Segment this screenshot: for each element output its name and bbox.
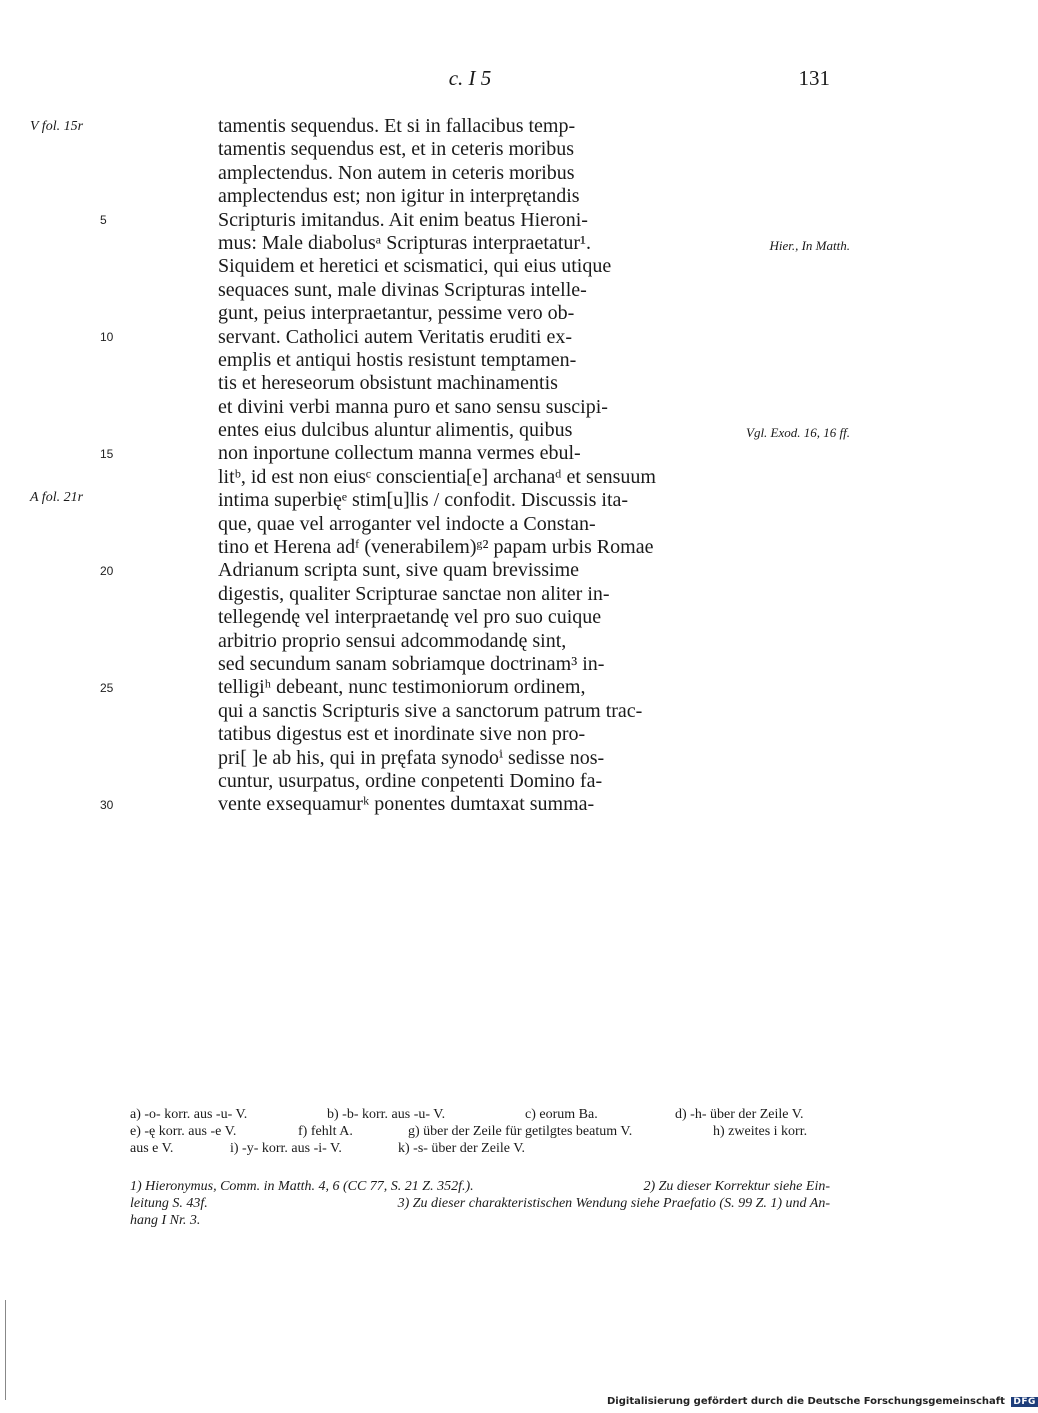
text-line: pri[ ]e ab his, qui in pręfata synodoⁱ sedisse nos- <box>218 746 605 769</box>
source-footnote-row <box>130 1178 830 1195</box>
source-footnote: 3) Zu dieser charakteristischen Wendung siehe Praefatio (S. 99 Z. 1) und An- <box>397 1196 830 1211</box>
manuscript-folio-note: A fol. 21r <box>30 490 84 505</box>
source-footnote: hang I Nr. 3. <box>130 1213 201 1228</box>
line-number: 10 <box>100 330 114 344</box>
source-footnotes <box>130 1178 830 1229</box>
text-line: tamentis sequendus. Et si in fallacibus temp- <box>218 115 576 137</box>
line-number: 20 <box>100 564 114 578</box>
text-line: cuntur, usurpatus, ordine conpetenti Domino fa- <box>218 769 603 792</box>
apparatus-note: h) zweites i korr. <box>713 1124 808 1139</box>
text-line: tamentis sequendus est, et in ceteris moribus <box>218 138 575 161</box>
text-line: tellegendę vel interpraetandę vel pro suo cuique <box>218 606 602 629</box>
source-reference: Hier., In Matth. <box>769 238 850 253</box>
credit-text: Digitalisierung gefördert durch die Deutsche Forschungsgemeinschaft <box>607 1396 1005 1407</box>
apparatus-row <box>130 1123 830 1140</box>
text-line: sed secundum sanam sobriamque doctrinam³ in- <box>218 652 605 675</box>
text-line: amplectendus. Non autem in ceteris moribus <box>218 161 575 184</box>
running-title: c. I 5 <box>448 66 492 90</box>
apparatus-note: f) fehlt A. <box>298 1124 353 1139</box>
apparatus-note: aus e V. <box>130 1141 174 1156</box>
source-footnote-row <box>130 1212 830 1229</box>
scan-edge-line <box>5 1300 6 1400</box>
apparatus-note: b) -b- korr. aus -u- V. <box>327 1107 446 1122</box>
text-line: digestis, qualiter Scripturae sanctae non aliter in- <box>218 582 610 605</box>
critical-apparatus <box>130 1106 830 1157</box>
apparatus-note: a) -o- korr. aus -u- V. <box>130 1107 248 1122</box>
apparatus-note: d) -h- über der Zeile V. <box>675 1107 804 1122</box>
dfg-logo: DFG <box>1013 1397 1036 1407</box>
source-footnote: 2) Zu dieser Korrektur siehe Ein- <box>643 1179 830 1194</box>
text-line: gunt, peius interpraetantur, pessime vero ob- <box>218 302 575 325</box>
apparatus-row <box>130 1140 830 1157</box>
manuscript-folio-note: V fol. 15r <box>30 119 84 134</box>
text-line: litᵇ, id est non eiusᶜ conscientia[e] archanaᵈ et sensuum <box>218 465 656 488</box>
apparatus-row <box>130 1106 830 1123</box>
apparatus-note: k) -s- über der Zeile V. <box>398 1141 525 1156</box>
source-footnote: 1) Hieronymus, Comm. in Matth. 4, 6 (CC 77, S. 21 Z. 352f.). <box>130 1179 474 1194</box>
apparatus-note: i) -y- korr. aus -i- V. <box>230 1141 342 1156</box>
text-line: que, quae vel arroganter vel indocte a Constan- <box>218 512 596 535</box>
text-line: sequaces sunt, male divinas Scripturas intelle- <box>218 278 587 301</box>
text-line: servant. Catholici autem Veritatis eruditi ex- <box>218 325 572 348</box>
line-number: 25 <box>100 681 114 695</box>
text-line: intima superbięᵉ stim[u]lis / confodit. Discussis ita- <box>218 489 629 512</box>
page-number: 131 <box>798 66 830 90</box>
text-line: Adrianum scripta sunt, sive quam brevissime <box>218 559 580 582</box>
apparatus-note: c) eorum Ba. <box>525 1107 598 1122</box>
source-reference: Vgl. Exod. 16, 16 ff. <box>746 425 850 440</box>
text-line: non inportune collectum manna vermes ebul- <box>218 442 581 465</box>
text-line: entes eius dulcibus aluntur alimentis, quibus <box>218 419 573 442</box>
text-line: qui a sanctis Scripturis sive a sanctorum patrum trac- <box>218 699 643 722</box>
source-footnote-row <box>130 1195 830 1212</box>
text-line: telligiʰ debeant, nunc testimoniorum ordinem, <box>218 676 586 699</box>
text-line: emplis et antiqui hostis resistunt temptamen- <box>218 348 577 371</box>
line-number: 15 <box>100 447 114 461</box>
text-line: amplectendus est; non igitur in interprętandis <box>218 185 580 208</box>
text-line: mus: Male diabolusᵃ Scripturas interpraetatur¹. <box>218 231 592 254</box>
text-line: et divini verbi manna puro et sano sensu suscipi- <box>218 395 608 418</box>
text-line: arbitrio proprio sensui adcommodandę sint, <box>218 629 567 652</box>
text-line: tatibus digestus est et inordinate sive non pro- <box>218 723 586 746</box>
text-line: Siquidem et heretici et scismatici, qui eius utique <box>218 255 612 278</box>
text-line: vente exsequamurᵏ ponentes dumtaxat summa- <box>218 793 595 816</box>
digitization-credit <box>607 1396 1038 1407</box>
line-number: 30 <box>100 798 114 812</box>
text-line: Scripturis imitandus. Ait enim beatus Hieroni- <box>218 208 588 231</box>
apparatus-note: g) über der Zeile für getilgtes beatum V. <box>408 1124 633 1139</box>
line-number: 5 <box>100 213 107 227</box>
apparatus-note: e) -ę korr. aus -e V. <box>130 1124 237 1139</box>
text-line: tino et Herena adᶠ (venerabilem)ᵍ² papam urbis Romae <box>218 536 654 559</box>
text-line: tis et hereseorum obsistunt machinamentis <box>218 372 558 395</box>
main-text-block <box>218 115 698 817</box>
source-footnote: leitung S. 43f. <box>130 1196 208 1211</box>
